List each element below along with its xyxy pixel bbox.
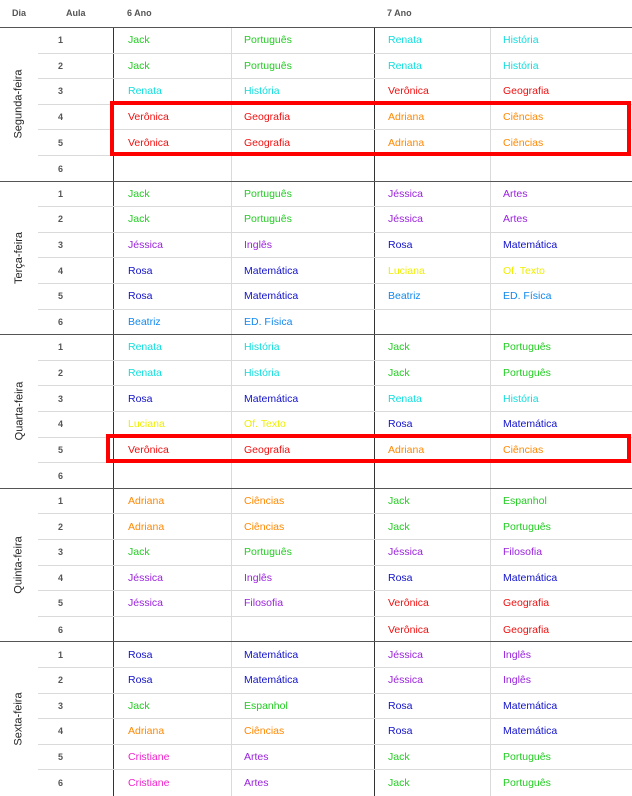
day-label-cell [0,182,38,335]
subject-6-ano: Matemática [231,258,374,283]
teacher-6-ano [113,463,231,489]
aula-number: 1 [58,496,64,507]
teacher-7-ano: Jack [374,489,490,514]
subject-6-ano [231,617,374,643]
teacher-7-ano: Renata [374,28,490,53]
teacher-7-ano: Jack [374,361,490,386]
aula-number: 3 [58,240,64,251]
teacher-6-ano: Renata [113,361,231,386]
teacher-7-ano: Rosa [374,719,490,744]
teacher-6-ano: Jack [113,182,231,207]
subject-6-ano [231,463,374,489]
aula-number: 1 [58,342,64,353]
day-label: Quarta-feira [13,382,26,441]
teacher-6-ano: Jack [113,28,231,53]
aula-number: 5 [58,291,64,302]
day-label: Segunda-feira [13,69,26,139]
teacher-6-ano: Jack [113,207,231,232]
day-label-cell [0,28,38,181]
subject-7-ano: Geografia [490,591,632,616]
day-label: Quinta-feira [13,536,26,594]
day-label-cell [0,335,38,488]
teacher-6-ano: Rosa [113,386,231,411]
teacher-7-ano: Jack [374,745,490,770]
table-row [38,130,632,156]
teacher-7-ano: Luciana [374,258,490,283]
header-6-ano: 6 Ano [127,8,152,18]
teacher-6-ano: Renata [113,79,231,104]
subject-6-ano: Geografia [231,438,374,463]
table-row [38,770,632,796]
header-dia: Dia [12,8,27,18]
subject-6-ano: Espanhol [231,694,374,719]
subject-7-ano: Matemática [490,412,632,437]
aula-number: 5 [58,752,64,763]
subject-7-ano: Matemática [490,566,632,591]
table-row [38,642,632,668]
teacher-6-ano: Verônica [113,438,231,463]
table-row [38,617,632,643]
subject-7-ano: Geografia [490,79,632,104]
subject-7-ano: Matemática [490,233,632,258]
teacher-6-ano: Renata [113,335,231,360]
aula-number: 6 [58,163,64,174]
table-row [38,566,632,592]
aula-number: 4 [58,265,64,276]
subject-7-ano [490,463,632,489]
subject-6-ano: Ciências [231,489,374,514]
subject-7-ano: Inglês [490,668,632,693]
teacher-7-ano [374,156,490,182]
table-row [38,310,632,336]
teacher-6-ano: Verônica [113,130,231,155]
teacher-6-ano: Rosa [113,284,231,309]
aula-number: 5 [58,598,64,609]
subject-7-ano: Ciências [490,130,632,155]
table-row [38,182,632,208]
aula-number: 3 [58,700,64,711]
teacher-7-ano: Rosa [374,233,490,258]
teacher-7-ano: Beatriz [374,284,490,309]
schedule-grid [0,27,632,795]
aula-number: 4 [58,572,64,583]
aula-number: 6 [58,470,64,481]
subject-7-ano: Filosofia [490,540,632,565]
aula-number: 6 [58,317,64,328]
table-row [38,489,632,515]
teacher-7-ano: Jack [374,335,490,360]
table-row [38,412,632,438]
subject-6-ano [231,156,374,182]
teacher-7-ano: Rosa [374,412,490,437]
teacher-6-ano: Jack [113,54,231,79]
subject-7-ano: Português [490,745,632,770]
subject-6-ano: Artes [231,745,374,770]
subject-6-ano: Inglês [231,566,374,591]
table-row [38,79,632,105]
table-row [38,258,632,284]
teacher-6-ano: Cristiane [113,745,231,770]
aula-number: 3 [58,86,64,97]
table-row [38,335,632,361]
teacher-6-ano: Verônica [113,105,231,130]
table-row [38,156,632,182]
aula-number: 2 [58,214,64,225]
subject-7-ano: Artes [490,207,632,232]
table-row [38,591,632,617]
day-label: Sexta-feira [13,692,26,746]
aula-number: 1 [58,188,64,199]
aula-number: 1 [58,649,64,660]
teacher-7-ano: Verônica [374,79,490,104]
subject-6-ano: Matemática [231,668,374,693]
table-row [38,514,632,540]
day-block [0,27,632,181]
subject-6-ano: Matemática [231,386,374,411]
day-block [0,488,632,642]
teacher-6-ano: Jéssica [113,591,231,616]
subject-6-ano: Artes [231,770,374,796]
aula-number: 6 [58,624,64,635]
aula-number: 4 [58,726,64,737]
aula-number: 2 [58,521,64,532]
teacher-6-ano: Jéssica [113,233,231,258]
subject-7-ano: Of. Texto [490,258,632,283]
subject-6-ano: Geografia [231,105,374,130]
subject-6-ano: Português [231,207,374,232]
teacher-7-ano [374,310,490,336]
header-aula: Aula [66,8,86,18]
aula-number: 4 [58,419,64,430]
teacher-7-ano: Adriana [374,438,490,463]
subject-7-ano: História [490,28,632,53]
aula-number: 2 [58,368,64,379]
teacher-7-ano: Verônica [374,617,490,643]
teacher-7-ano: Jéssica [374,182,490,207]
table-row [38,719,632,745]
teacher-6-ano: Jack [113,540,231,565]
subject-6-ano: História [231,335,374,360]
aula-number: 3 [58,393,64,404]
table-row [38,284,632,310]
subject-7-ano: História [490,386,632,411]
aula-number: 1 [58,35,64,46]
subject-7-ano: Ciências [490,438,632,463]
subject-7-ano: Inglês [490,642,632,667]
table-row [38,386,632,412]
subject-7-ano: Matemática [490,719,632,744]
teacher-7-ano: Renata [374,54,490,79]
table-row [38,745,632,771]
teacher-6-ano: Jack [113,694,231,719]
subject-6-ano: Of. Texto [231,412,374,437]
teacher-6-ano: Beatriz [113,310,231,336]
day-block [0,334,632,488]
subject-6-ano: Ciências [231,719,374,744]
subject-7-ano [490,310,632,336]
teacher-7-ano: Rosa [374,566,490,591]
table-row [38,54,632,80]
teacher-7-ano: Jéssica [374,642,490,667]
subject-6-ano: Filosofia [231,591,374,616]
teacher-6-ano: Rosa [113,668,231,693]
teacher-7-ano: Jack [374,514,490,539]
aula-number: 5 [58,444,64,455]
table-row [38,438,632,464]
aula-number: 4 [58,112,64,123]
teacher-7-ano: Jéssica [374,540,490,565]
teacher-6-ano: Cristiane [113,770,231,796]
subject-7-ano: Português [490,770,632,796]
subject-6-ano: Matemática [231,284,374,309]
teacher-6-ano [113,156,231,182]
teacher-7-ano: Jéssica [374,668,490,693]
subject-6-ano: História [231,79,374,104]
subject-7-ano: Matemática [490,694,632,719]
subject-7-ano: ED. Física [490,284,632,309]
table-row [38,668,632,694]
teacher-6-ano [113,617,231,643]
table-row [38,361,632,387]
table-row [38,540,632,566]
subject-6-ano: Português [231,28,374,53]
subject-7-ano [490,156,632,182]
subject-6-ano: Inglês [231,233,374,258]
day-label-cell [0,489,38,642]
teacher-7-ano: Verônica [374,591,490,616]
table-row [38,207,632,233]
teacher-6-ano: Adriana [113,514,231,539]
subject-7-ano: Português [490,514,632,539]
aula-number: 3 [58,547,64,558]
teacher-6-ano: Jéssica [113,566,231,591]
subject-6-ano: Geografia [231,130,374,155]
subject-7-ano: Português [490,335,632,360]
teacher-6-ano: Adriana [113,489,231,514]
teacher-7-ano: Renata [374,386,490,411]
aula-number: 2 [58,60,64,71]
subject-6-ano: Matemática [231,642,374,667]
aula-number: 2 [58,675,64,686]
subject-6-ano: Português [231,540,374,565]
table-row [38,28,632,54]
teacher-6-ano: Rosa [113,258,231,283]
teacher-6-ano: Rosa [113,642,231,667]
day-block [0,181,632,335]
table-row [38,694,632,720]
table-row [38,233,632,259]
subject-7-ano: Português [490,361,632,386]
subject-6-ano: Português [231,182,374,207]
day-label: Terça-feira [13,231,25,284]
teacher-7-ano: Adriana [374,105,490,130]
aula-number: 5 [58,137,64,148]
teacher-7-ano: Jéssica [374,207,490,232]
subject-6-ano: Ciências [231,514,374,539]
subject-7-ano: Ciências [490,105,632,130]
teacher-6-ano: Luciana [113,412,231,437]
teacher-7-ano: Jack [374,770,490,796]
subject-7-ano: Geografia [490,617,632,643]
teacher-7-ano [374,463,490,489]
table-row [38,463,632,489]
teacher-6-ano: Adriana [113,719,231,744]
subject-7-ano: Artes [490,182,632,207]
subject-6-ano: Português [231,54,374,79]
table-row [38,105,632,131]
subject-6-ano: ED. Física [231,310,374,336]
day-block [0,641,632,795]
teacher-7-ano: Adriana [374,130,490,155]
aula-number: 6 [58,778,64,789]
subject-6-ano: História [231,361,374,386]
subject-7-ano: História [490,54,632,79]
day-label-cell [0,642,38,795]
header-7-ano: 7 Ano [387,8,412,18]
subject-7-ano: Espanhol [490,489,632,514]
teacher-7-ano: Rosa [374,694,490,719]
